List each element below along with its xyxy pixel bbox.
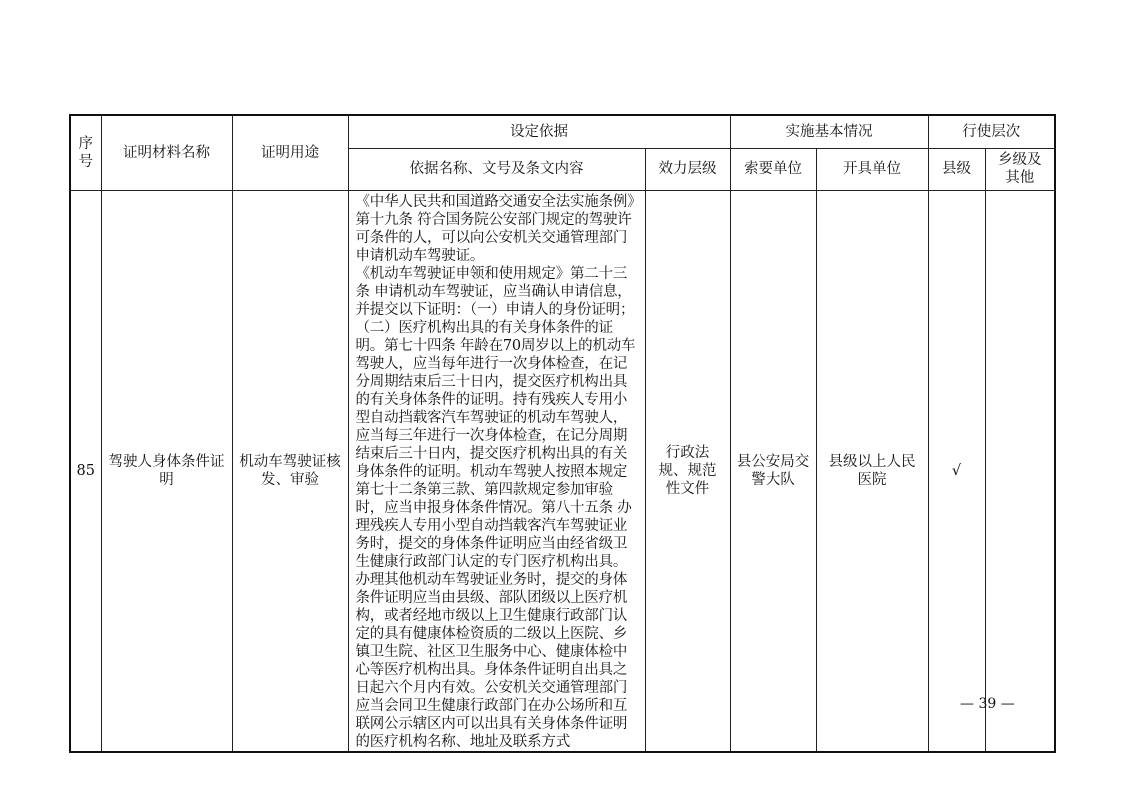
header-purpose: 证明用途 <box>232 115 348 190</box>
header-township: 乡级及其他 <box>985 148 1055 190</box>
header-level-group: 行使层次 <box>928 115 1055 148</box>
row-material-name: 驾驶人身体条件证明 <box>101 190 232 752</box>
row-purpose: 机动车驾驶证核发、审验 <box>232 190 348 752</box>
header-effect-level: 效力层级 <box>645 148 730 190</box>
row-requesting-unit: 县公安局交警大队 <box>730 190 816 752</box>
header-issuing-unit: 开具单位 <box>816 148 928 190</box>
table-row <box>70 190 1055 752</box>
page-number: — 39 — <box>960 696 1015 712</box>
header-seq: 序号 <box>70 115 101 190</box>
row-county-check: √ <box>928 190 985 752</box>
header-row-1 <box>70 115 1055 148</box>
header-material-name: 证明材料名称 <box>101 115 232 190</box>
header-basis-content: 依据名称、文号及条文内容 <box>348 148 645 190</box>
row-issuing-unit: 县级以上人民医院 <box>816 190 928 752</box>
basis-paragraph: 《中华人民共和国道路交通安全法实施条例》第十九条 符合国务院公安部门规定的驾驶许可条件的人，可以向公安机关交通管理部门申请机动车驾驶证。 <box>355 193 635 264</box>
row-basis-content <box>348 190 645 752</box>
header-basis-group: 设定依据 <box>348 115 730 148</box>
row-effect-level: 行政法规、规范性文件 <box>645 190 730 752</box>
header-implementation-group: 实施基本情况 <box>730 115 928 148</box>
header-county: 县级 <box>928 148 985 190</box>
header-requesting-unit: 索要单位 <box>730 148 816 190</box>
certificate-table <box>69 114 1056 753</box>
row-seq: 85 <box>70 190 101 752</box>
basis-paragraph: 《机动车驾驶证申领和使用规定》第二十三条 申请机动车驾驶证，应当确认申请信息，并提交以下证明：（一）申请人的身份证明；（二）医疗机构出具的有关身体条件的证明。第七十四条 年龄在70周岁以上的机动车驾驶人，应当每年进行一次身体检查，在记分周期结束后三十日内，提交医疗机构出具的有关身体条件的证明。持有残疾人专用小型自动挡载客汽车驾驶证的机动车驾驶人，应当每三年进行一次身体检查，在记分周期结束后三十日内，提交医疗机构出具的有关身体条件的证明。机动车驾驶人按照本规定第七十二条第三款、第四款规定参加审验时，应当申报身体条件情况。第八十五条 办理残疾人专用小型自动挡载客汽车驾驶证业务时，提交的身体条件证明应当由经省级卫生健康行政部门认定的专门医疗机构出具。办理其他机动车驾驶证业务时，提交的身体条件证明应当由县级、部队团级以上医疗机构，或者经地市级以上卫生健康行政部门认定的具有健康体检资质的二级以上医院、乡镇卫生院、社区卫生服务中心、健康体检中心等医疗机构出具。身体条件证明自出具之日起六个月内有效。公安机关交通管理部门应当会同卫生健康行政部门在办公场所和互联网公示辖区内可以出具有关身体条件证明的医疗机构名称、地址及联系方式 <box>355 265 636 750</box>
row-township <box>985 190 1055 752</box>
